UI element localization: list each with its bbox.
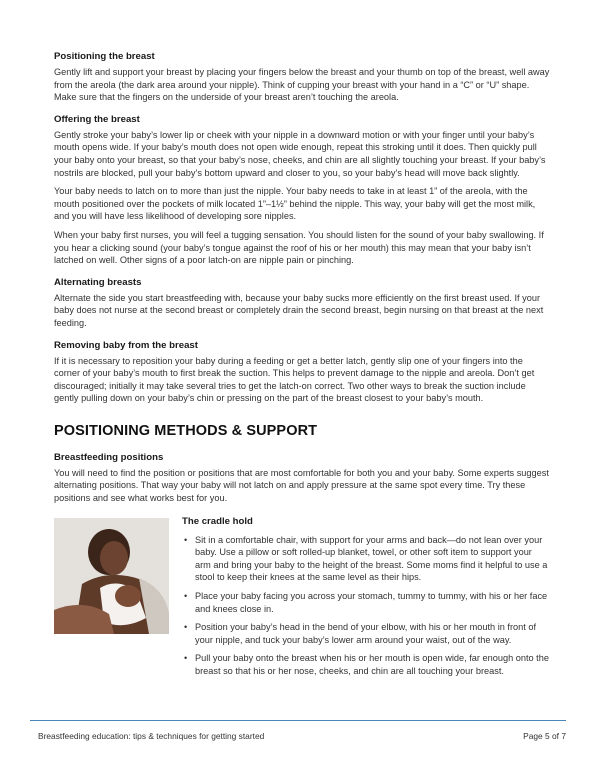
paragraph: Your baby needs to latch on to more than just the nipple. Your baby needs to take in at least 1” of the areola, with the mouth positioned over the pockets of milk located 1”–1½” behind the nipple. This way, your baby will get the most milk, and you will have less likelihood of developing sore nipples.: [54, 186, 536, 222]
list-item: • Position your baby’s head in the bend of your elbow, with his or her mouth in front of your nipple, and tuck your baby’s lower arm around your waist, out of the way.: [182, 621, 550, 646]
section-title: Offering the breast: [54, 113, 140, 125]
paragraph: Gently lift and support your breast by placing your fingers below the breast and your thumb on top of the breast, well away from the areola (the dark area around your nipple). Think of cupping your breast with your hand in a “C” or “U” shape. Make sure that the fingers on the underside of your breast aren’t touching the areola.: [54, 67, 550, 103]
section-removing-baby: [54, 339, 550, 405]
photo-illustration: [54, 518, 169, 634]
section-alternating-breasts: [54, 276, 550, 330]
paragraph: Alternate the side you start breastfeeding with, because your baby sucks more efficiently on the first breast used. If your baby does not nurse at the second breast or completely drain the second breast, begin nursing on that breast at the next feeding.: [54, 292, 544, 328]
mother-nursing-photo: [54, 518, 169, 634]
section-title: The cradle hold: [182, 515, 253, 527]
paragraph: You will need to find the position or positions that are most comfortable for both you and your baby. Some experts suggest alternating positions. That way your baby will not latch on and apply pressure at the same spot every time. Try these positions and see what works best for you.: [54, 467, 549, 504]
section-title: Removing baby from the breast: [54, 339, 198, 351]
section-positioning-breast: [54, 50, 550, 104]
section-title: Alternating breasts: [54, 276, 142, 288]
paragraph: When your baby first nurses, you will feel a tugging sensation. You should listen for the sound of your baby swallowing. If you hear a clicking sound (your baby’s tongue against the roof of his or her mouth) this may mean that your baby isn’t latched on well. Other signs of a poor latch-on are nipple pain or pinching.: [54, 229, 544, 266]
page-number: Page 5 of 7: [523, 731, 566, 741]
footer-title: Breastfeeding education: tips & techniques for getting started: [38, 731, 265, 741]
page-content: [54, 50, 550, 684]
cradle-hold-list: [182, 534, 550, 678]
main-heading: POSITIONING METHODS & SUPPORT: [54, 422, 318, 439]
list-item: • Place your baby facing you across your stomach, tummy to tummy, with his or her face and knees close in.: [182, 590, 550, 615]
cradle-hold: [182, 515, 550, 684]
cradle-hold-row: [54, 515, 550, 684]
section-offering-breast: [54, 113, 550, 267]
section-title: Breastfeeding positions: [54, 451, 164, 463]
footer-rule: [30, 720, 566, 721]
section-title: Positioning the breast: [54, 51, 155, 62]
paragraph: Gently stroke your baby’s lower lip or cheek with your nipple in a downward motion or with your finger until your baby’s mouth opens wide. If your baby’s mouth does not open wide enough, repeat this stroking until it does. Then quickly pull your baby onto your breast, so that your baby’s nose, cheeks, and chin are all slightly touching your breast. If your baby’s nostrils are blocked, pull your baby’s bottom upward and closer to you, so your baby’s head will move back slightly.: [54, 129, 546, 178]
paragraph: If it is necessary to reposition your baby during a feeding or get a better latch, gently slip one of your fingers into the corner of your baby’s mouth to first break the suction. This helps to prevent damage to the nipple and areola. Don’t get discouraged; initially it may take several tries to get the latch-on correct. Two other ways to break the suction include gently pulling down on your baby’s chin or pressing on the part of the breast closest to your baby’s mouth.: [54, 355, 535, 404]
list-item: • Sit in a comfortable chair, with support for your arms and back—do not lean over your baby. Use a pillow or soft rolled-up blanket, towel, or other soft item to support your arm and bring your baby to the height of the breast. Some moms find it helpful to use a stool to keep their knees at the same level as their hips.: [182, 534, 550, 584]
list-item: • Pull your baby onto the breast when his or her mouth is open wide, far enough onto the breast so that his or her nose, cheeks, and chin are all touching your breast.: [182, 652, 550, 677]
section-breastfeeding-positions: [54, 451, 550, 505]
